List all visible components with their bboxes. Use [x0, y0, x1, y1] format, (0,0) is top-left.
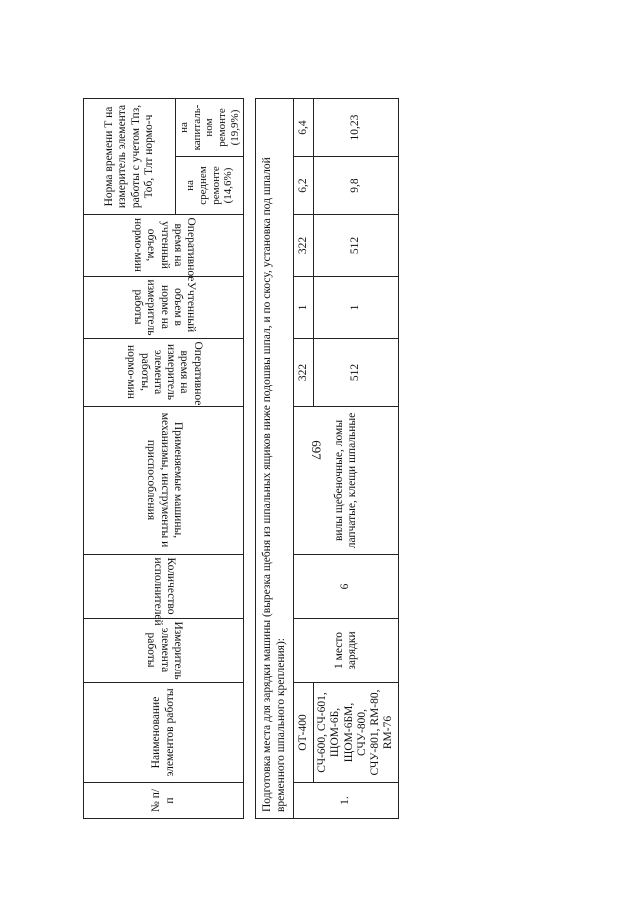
header-norm-time: Норма времени Т на измеритель элемента работы с учетом Тпз, Тоб, Тлт нормо-ч	[84, 99, 176, 215]
cell-op-time-volume: 322	[294, 215, 314, 277]
section-title: Подготовка места для зарядки машины (вырезка щебня из шпальных ящиков ниже подошвы шпал, и по скосу, установка под шпалой временного шпального крепления):	[256, 99, 294, 819]
cell-op-time-meter: 322	[294, 339, 314, 407]
header-cap-repair: на капиталь-ном ремонте (19,9%)	[176, 99, 244, 157]
cell-avg: 6,2	[294, 157, 314, 215]
cell-volume: 1	[294, 277, 314, 339]
page-number: 697	[308, 440, 324, 460]
cell-machines: вилы щебеночные, ломы лапчатые, клещи шпальные	[294, 407, 398, 555]
cell-op-time-volume: 512	[314, 215, 398, 277]
cell-meter: 1 место зарядки	[294, 619, 398, 683]
header-machines: Применяемые машины, механизмы, инструменты и приспособления	[84, 407, 244, 555]
header-meter: Измеритель элемента работы	[84, 619, 244, 683]
header-avg-repair: на среднем ремонте (14,6%)	[176, 157, 244, 215]
header-num: № п/п	[84, 783, 244, 819]
header-name: Наименование элементов работы	[84, 683, 244, 783]
cell-op-time-meter: 512	[314, 339, 398, 407]
header-volume: Учтенный объем в норме на измеритель работы	[84, 277, 244, 339]
norm-table-sheet	[83, 99, 395, 819]
norm-table	[83, 98, 399, 819]
header-op-time-meter: Оперативное время на измеритель элемента работы, нормо-мин	[84, 339, 244, 407]
header-workers: Количество исполнителей	[84, 555, 244, 619]
cell-name: СЧ-600, СЧ-601, ЩОМ-6Б, ЩОМ-6БМ, СЧУ-800, СЧУ-801, RM-80, RM-76	[314, 683, 398, 783]
cell-volume: 1	[314, 277, 398, 339]
cell-avg: 9,8	[314, 157, 398, 215]
cell-num: 1.	[294, 783, 398, 819]
table-row	[294, 99, 314, 819]
cell-workers: 6	[294, 555, 398, 619]
cell-cap: 10,23	[314, 99, 398, 157]
header-op-time-volume: Оперативное время на учтенный объем, нормо-мин	[84, 215, 244, 277]
cell-name: ОТ-400	[294, 683, 314, 783]
cell-cap: 6,4	[294, 99, 314, 157]
